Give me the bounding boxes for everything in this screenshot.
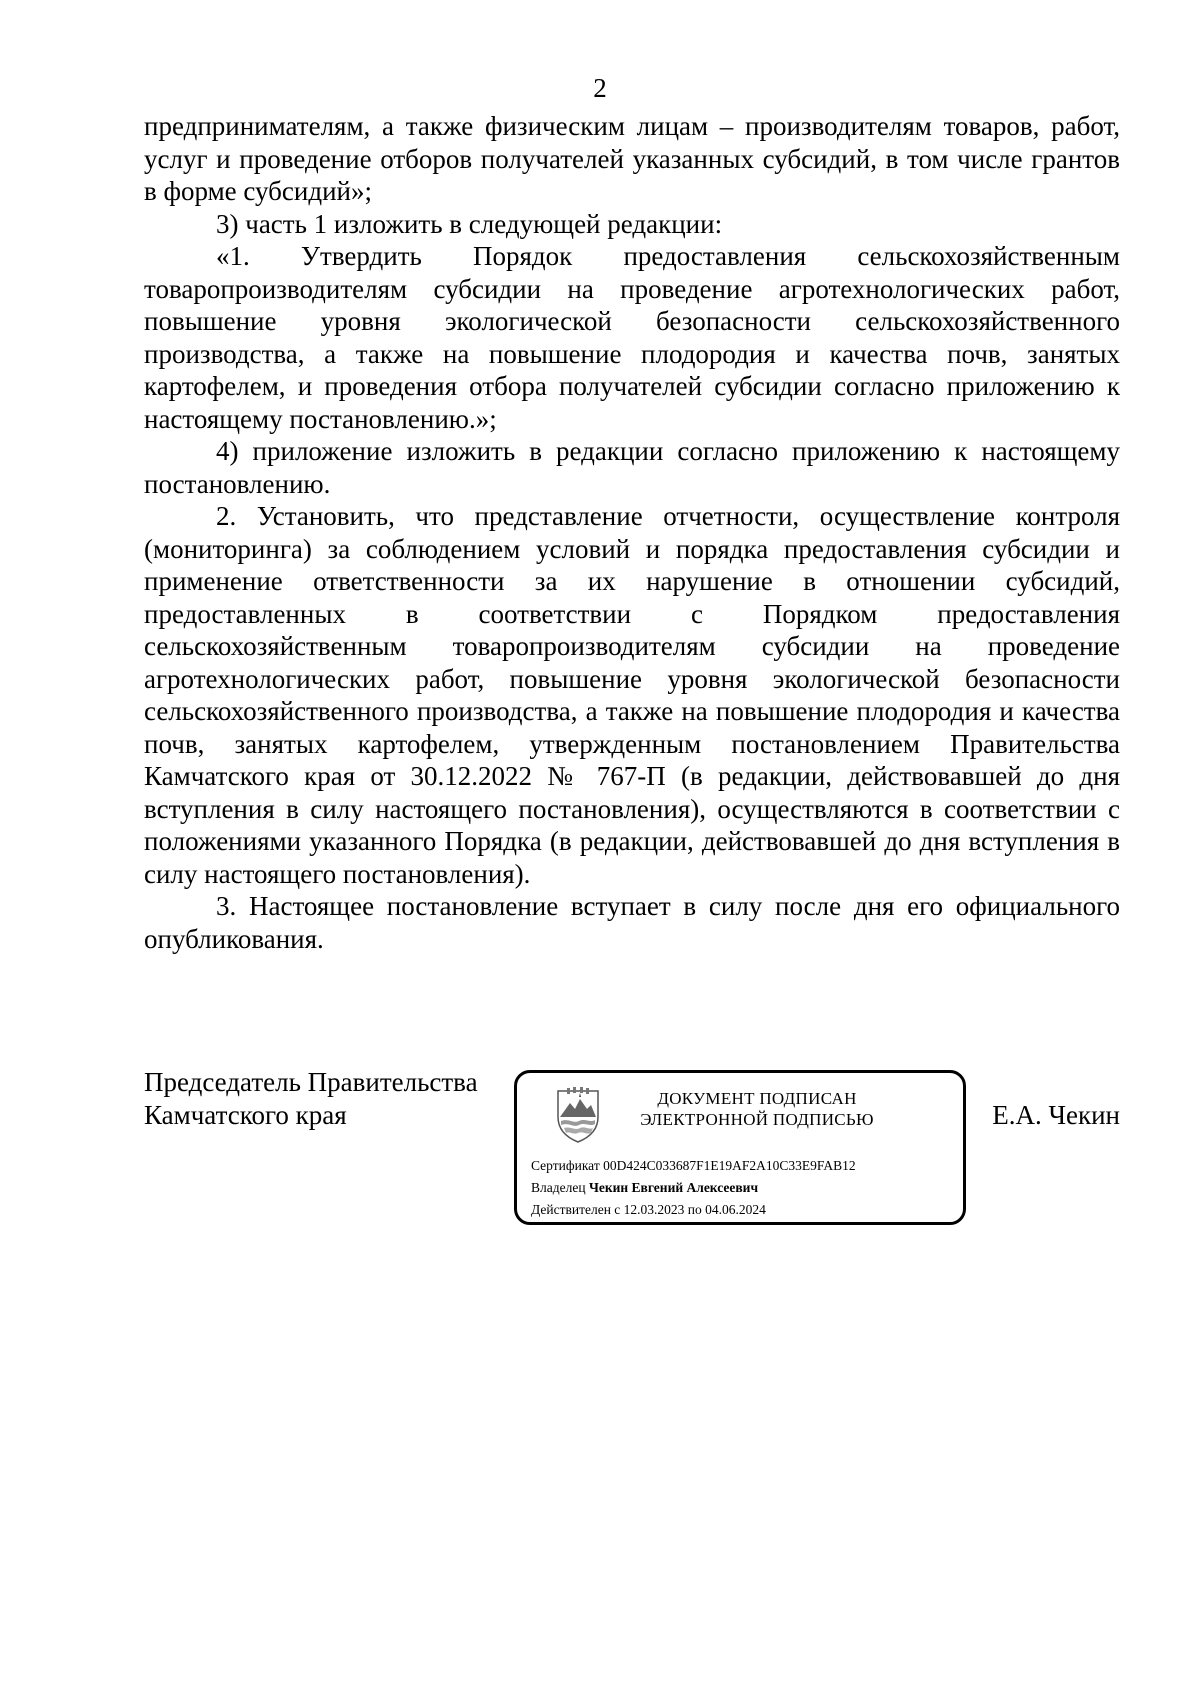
paragraph-1: предпринимателям, а также физическим лицам – производителям товаров, работ, услуг и проведение отборов получателей указанных субсидий, в том числе грантов в форме субсидий»; (144, 111, 1120, 206)
signature-block (144, 1066, 1120, 1236)
stamp-heading (617, 1088, 897, 1130)
paragraph-3: «1. Утвердить Порядок предоставления сельскохозяйственным товаропроизводителям субсидии на проведение агротехнологических работ, повышение уровня экологической безопасности сельскохозяйственного производства, а также на повышение плодородия и качества почв, занятых картофелем, и проведения отбора получателей субсидии согласно приложению к настоящему постановлению.»; (144, 241, 1120, 434)
signer-name: Е.А. Чекин (992, 1100, 1120, 1130)
paragraph-6: 3. Настоящее постановление вступает в силу после дня его официального опубликования. (144, 891, 1120, 954)
stamp-heading-line-2: ЭЛЕКТРОННОЙ ПОДПИСЬЮ (640, 1110, 874, 1129)
stamp-owner-name: Чекин Евгений Алексеевич (588, 1180, 759, 1195)
signer-title-line-1: Председатель Правительства (144, 1067, 478, 1097)
stamp-validity (531, 1199, 856, 1221)
stamp-heading-line-1: ДОКУМЕНТ ПОДПИСАН (657, 1089, 857, 1108)
stamp-owner-label: Владелец (531, 1180, 586, 1195)
page-number: 2 (593, 73, 607, 103)
stamp-details (531, 1155, 856, 1221)
signer-title (144, 1066, 478, 1131)
paragraph-2: 3) часть 1 изложить в следующей редакции: (216, 208, 723, 239)
electronic-signature-stamp (514, 1070, 966, 1225)
stamp-valid-to: 04.06.2024 (705, 1202, 766, 1217)
paragraph-5: 2. Установить, что представление отчетности, осуществление контроля (мониторинга) за соблюдением условий и порядка предоставления субсидии и применение ответственности за их нарушение в отношении субсидий, предоставленных в соответствии с Порядком предоставления сельскохозяйственным товаропроизводителям субсидии на проведение агротехнологических работ, повышение уровня экологической безопасности сельскохозяйственного производства, а также на повышение плодородия и качества почв, занятых картофелем, утвержденным постановлением Правительства Камчатского края от 30.12.2022 № 767-П (в редакции, действовавшей до дня вступления в силу настоящего постановления), осуществляются в соответствии с положениями указанного Порядка (в редакции, действовавшей до дня вступления в силу настоящего постановления). (144, 501, 1120, 889)
document-body (144, 110, 1120, 955)
stamp-valid-label: Действителен с (531, 1202, 621, 1217)
stamp-owner (531, 1177, 856, 1199)
paragraph-4: 4) приложение изложить в редакции согласно приложению к настоящему постановлению. (144, 436, 1120, 499)
kamchatka-coat-of-arms-icon (553, 1087, 603, 1143)
stamp-valid-to-label: по (687, 1202, 702, 1217)
signer-title-line-2: Камчатского края (144, 1099, 347, 1130)
stamp-valid-from: 12.03.2023 (623, 1202, 685, 1217)
stamp-certificate: Сертификат 00D424C033687F1E19AF2A10C33E9FAB12 (531, 1158, 856, 1173)
